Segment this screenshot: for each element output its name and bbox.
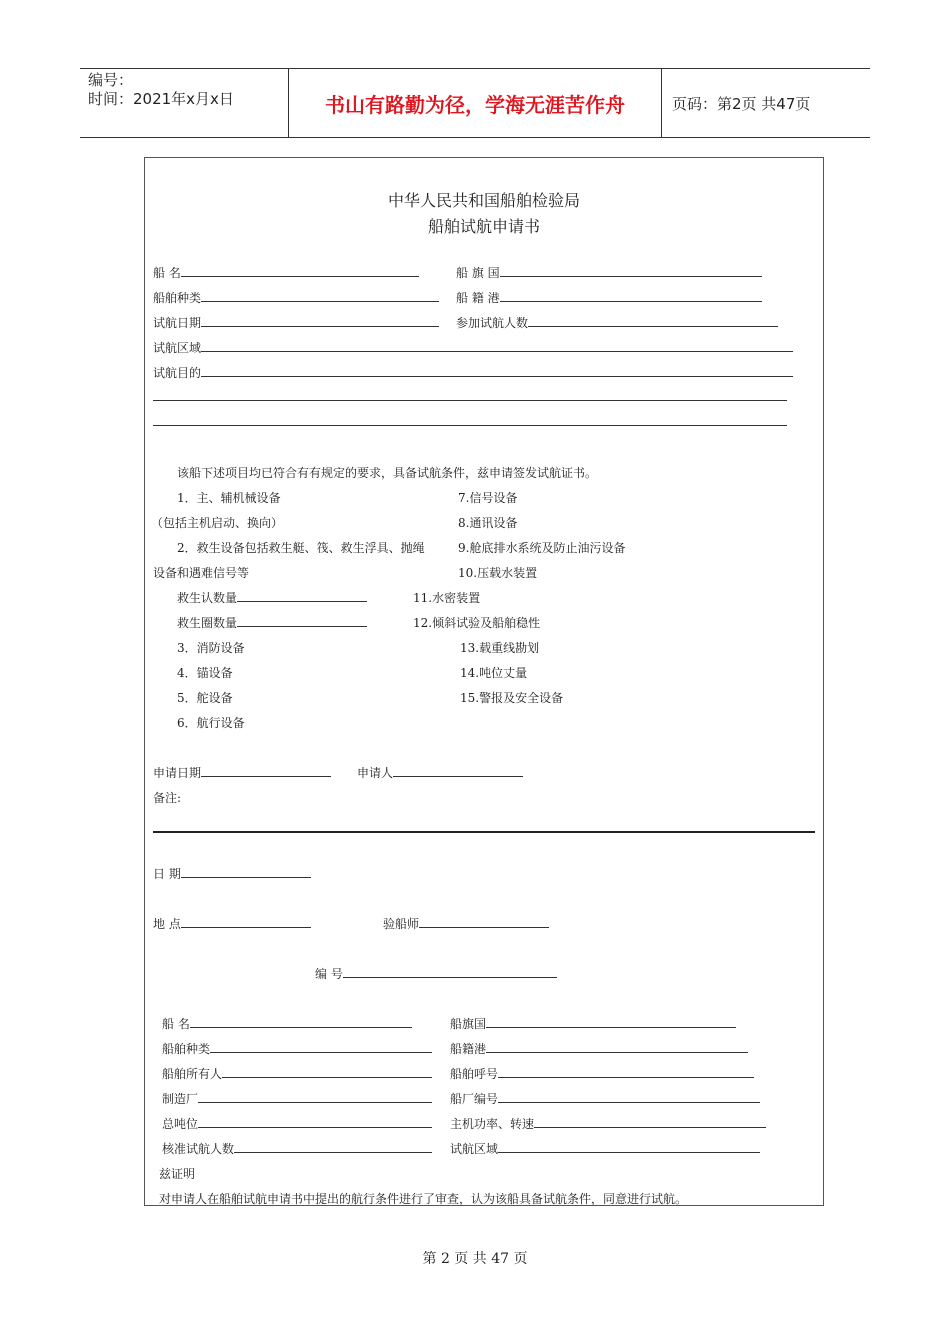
cert-number-label: 编 号: [315, 967, 343, 981]
cert-number-field[interactable]: [343, 966, 557, 978]
owner-label: 船舶所有人: [162, 1067, 223, 1081]
gross-tonnage-field[interactable]: [198, 1116, 432, 1128]
item-2-detail: 设备和遇难信号等: [153, 566, 250, 580]
cert-ship-type-field[interactable]: [210, 1041, 432, 1053]
application-form: [144, 157, 824, 1206]
time-label: 时间：2021年x月x日: [88, 90, 234, 108]
item-12: 12.倾斜试验及船舶稳性: [413, 616, 541, 630]
cert-trial-area-label: 试航区域: [450, 1142, 499, 1156]
ship-type-label: 船舶种类: [153, 291, 202, 305]
remarks-label: 备注:: [153, 791, 182, 805]
cert-ship-name-label: 船 名: [162, 1017, 190, 1031]
ship-name-field[interactable]: [181, 265, 419, 277]
yard-no-field[interactable]: [498, 1091, 760, 1103]
lifeboat-count-field[interactable]: [237, 590, 367, 602]
builder-label: 制造厂: [162, 1092, 199, 1106]
call-sign-field[interactable]: [498, 1066, 754, 1078]
item-6: 6．航行设备: [177, 716, 245, 730]
cert-port-field[interactable]: [486, 1041, 748, 1053]
trial-area-field[interactable]: [201, 340, 793, 352]
trial-purpose-field[interactable]: [201, 365, 793, 377]
page-header: [80, 68, 870, 138]
call-sign-label: 船舶呼号: [450, 1067, 499, 1081]
cert-flag-field[interactable]: [486, 1016, 736, 1028]
section-divider: [153, 831, 815, 833]
trial-date-label: 试航日期: [153, 316, 202, 330]
lifebuoy-count-field[interactable]: [237, 615, 367, 627]
participants-field[interactable]: [528, 315, 778, 327]
port-registry-label: 船 籍 港: [456, 291, 500, 305]
surveyor-label: 验船师: [383, 917, 420, 931]
item-1: 1．主、辅机械设备: [177, 491, 281, 505]
form-title: 船舶试航申请书: [427, 217, 540, 236]
item-2: 2．救生设备包括救生艇、筏、救生浮具、抛绳: [177, 541, 425, 555]
trial-purpose-line-3[interactable]: [153, 425, 787, 426]
yard-no-label: 船厂编号: [450, 1092, 499, 1106]
trial-purpose-label: 试航目的: [153, 366, 202, 380]
number-label: 编号：: [88, 71, 134, 89]
item-1-detail: （包括主机启动、换向）: [151, 516, 284, 530]
item-13: 13.载重线勘划: [460, 641, 540, 655]
cert-date-field[interactable]: [181, 866, 311, 878]
item-5: 5．舵设备: [177, 691, 233, 705]
apply-date-label: 申请日期: [153, 766, 202, 780]
engine-power-field[interactable]: [534, 1116, 766, 1128]
cert-date-label: 日 期: [153, 867, 181, 881]
apply-date-field[interactable]: [201, 765, 331, 777]
cert-port-label: 船籍港: [450, 1042, 487, 1056]
approved-persons-field[interactable]: [234, 1141, 432, 1153]
ship-type-field[interactable]: [201, 290, 439, 302]
applicant-label: 申请人: [357, 766, 394, 780]
header-meta: [80, 69, 288, 137]
item-4: 4．锚设备: [177, 666, 233, 680]
flag-state-field[interactable]: [500, 265, 762, 277]
item-9: 9.舱底排水系统及防止油污设备: [458, 541, 626, 555]
page-footer: 第 2 页 共 47 页: [422, 1251, 528, 1267]
trial-purpose-line-2[interactable]: [153, 400, 787, 401]
item-8: 8.通讯设备: [458, 516, 518, 530]
gross-tonnage-label: 总吨位: [162, 1117, 199, 1131]
cert-place-label: 地 点: [153, 917, 181, 931]
item-11: 11.水密装置: [413, 591, 481, 605]
approved-persons-label: 核准试航人数: [162, 1142, 235, 1156]
item-3: 3．消防设备: [177, 641, 245, 655]
owner-field[interactable]: [222, 1066, 432, 1078]
trial-date-field[interactable]: [201, 315, 439, 327]
item-10: 10.压载水装置: [458, 566, 538, 580]
cert-flag-label: 船旗国: [450, 1017, 487, 1031]
participants-label: 参加试航人数: [456, 316, 529, 330]
port-registry-field[interactable]: [500, 290, 762, 302]
item-15: 15.警报及安全设备: [460, 691, 564, 705]
hereby-certify: 兹证明: [159, 1167, 196, 1181]
cert-ship-name-field[interactable]: [190, 1016, 412, 1028]
applicant-field[interactable]: [393, 765, 523, 777]
cert-trial-area-field[interactable]: [498, 1141, 760, 1153]
cert-place-field[interactable]: [181, 916, 311, 928]
statement-text: 该船下述项目均已符合有有规定的要求，具备试航条件，兹申请签发试航证书。: [177, 466, 598, 480]
ship-name-label: 船 名: [153, 266, 181, 280]
item-7: 7.信号设备: [458, 491, 518, 505]
conclusion-text: 对申请人在船舶试航申请书中提出的航行条件进行了审查，认为该船具备试航条件，同意进行试航。: [159, 1192, 688, 1206]
header-motto: 书山有路勤为径，学海无涯苦作舟: [288, 69, 662, 137]
builder-field[interactable]: [198, 1091, 432, 1103]
flag-state-label: 船 旗 国: [456, 266, 500, 280]
header-page-info: 页码：第2页 共47页: [672, 94, 811, 113]
cert-ship-type-label: 船舶种类: [162, 1042, 211, 1056]
item-14: 14.吨位丈量: [460, 666, 528, 680]
form-title-authority: 中华人民共和国船舶检验局: [387, 191, 580, 210]
trial-area-label: 试航区域: [153, 341, 202, 355]
surveyor-field[interactable]: [419, 916, 549, 928]
lifebuoy-count-label: 救生圈数量: [177, 616, 238, 630]
lifeboat-count-label: 救生认数量: [177, 591, 238, 605]
engine-power-label: 主机功率、转速: [450, 1117, 535, 1131]
